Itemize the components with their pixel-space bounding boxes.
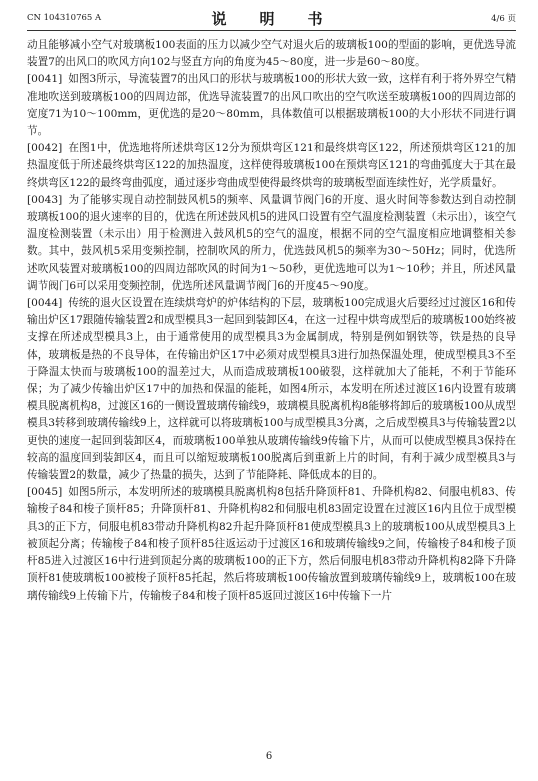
paragraph-0044 <box>27 295 516 484</box>
paragraph-continuation <box>27 37 516 71</box>
paragraph-text: 传统的退火区设置在连续烘弯炉的炉体结构的下层，玻璃板100完成退火后要经过过渡区16和传输出炉区17跟随传输装置2和成型模具3一起回到装卸区4，在这一过程中烘弯成型后的玻璃板100始终被支撑在所述成型模具3上，由于通常使用的成型模具3为金属制成，特别是例如钢铁等，铁是热的良导体，玻璃板是热的不良导体，在传输出炉区17中必须对成型模具3进行加热保温处理，使成型模具3不至于降温太快而与玻璃板100的温差过大，从而造成玻璃板100破裂，这样就加大了能耗，不利于节能环保；为了减少传输出炉区17中的加热和保温的能耗，如图4所示，本发明在所述过渡区16内设置有玻璃模具脱离机构8，过渡区16的一侧设置玻璃传输线9，玻璃模具脱离机构8能够将卸后的玻璃板100从成型模具3转移到玻璃传输线9上，这样就可以将玻璃板100与成型模具3分离，之后成型模具3与传输装置2以更快的速度一起回到装卸区4，而玻璃板100单独从玻璃传输线9传输下片，从而可以使成型模具3保持在较高的温度回到装卸区4，而且可以缩短玻璃板100脱离后到重新上片的时间，有利于减少成型模具3与传输装置2的数量，减少了热量的损失，达到了节能降耗、降低成本的目的。 <box>27 297 516 482</box>
paragraph-id: [0044] <box>27 297 63 310</box>
paragraph-0041 <box>27 71 516 140</box>
paragraph-0043 <box>27 192 516 295</box>
paragraph-0045 <box>27 484 516 604</box>
page-ref: 4/6 页 <box>491 14 516 24</box>
paragraph-id: [0041] <box>27 73 63 86</box>
paragraph-text: 如图3所示，导流装置7的出风口的形状与玻璃板100的形状大致一致，这样有利于将外界空气精准地吹送到玻璃板100的四周边部，优选导流装置7的出风口吹出的空气吹送至玻璃板100的四周边部的宽度71为10～100mm，更优选的是20～80mm，具体数值可以根据玻璃板100的大小形状不同进行调节。 <box>27 73 516 138</box>
paragraph-id: [0045] <box>27 486 63 499</box>
paragraph-id: [0042] <box>27 142 63 155</box>
paragraph-text: 为了能够实现自动控制鼓风机5的频率、风量调节阀门6的开度、退火时间等参数达到自动控制玻璃板100的退火速率的目的，优选在所述鼓风机5的进风口设置有空气温度检测装置（未示出），该空气温度检测装置（未示出）用于检测进入鼓风机5的空气的温度，根据不同的空气温度相应地调整相关参数。其中，鼓风机5采用变频控制，控制吹风的所力，优选鼓风机5的频率为30～50Hz；同时，优选所述吹风装置对玻璃板100的四周边部吹风的时间为1～50秒，更优选地可以为1～10秒；并且，所述风量调节阀门6可以采用变频控制，优选所述风量调节阀门6的开度45～90度。 <box>27 193 516 292</box>
header-rule <box>27 30 516 31</box>
page-title: 说 明 书 <box>211 9 332 28</box>
paragraph-text: 在图1中，优选地将所述烘弯区12分为预烘弯区121和最终烘弯区122，所述预烘弯区121的加热温度低于所述最终烘弯区122的加热温度，这样使得玻璃板100在预烘弯区121的弯曲弧度大于其在最终烘弯区122的最终弯曲弧度，通过逐步弯曲成型使得最终烘弯的玻璃板型面连续性好，光学质量好。 <box>27 142 516 189</box>
paragraph-id: [0043] <box>27 193 63 206</box>
page-header <box>27 8 516 28</box>
body-text <box>27 37 516 605</box>
paragraph-0042 <box>27 140 516 192</box>
page-number: 6 <box>265 751 273 762</box>
paragraph-text: 如图5所示，本发明所述的玻璃模具脱离机构8包括升降顶杆81、升降机构82、伺服电机83、传输梭子84和梭子顶杆85；升降顶杆81、升降机构82和伺服电机83固定设置在过渡区16内且位于成型模具3的正下方，伺服电机83带动升降机构82升起升降顶杆81使成型模具3上的玻璃板100从成型模具3上被顶起分离；传输梭子84和梭子顶杆85往返运动于过渡区16和玻璃传输线9之间，传输梭子84和梭子顶杆85进入过渡区16中行进到顶起分离的玻璃板100的正下方，然后伺服电机83带动升降机构82降下升降顶杆81使玻璃板100被梭子顶杆85托起，然后将玻璃板100传输放置到玻璃传输线9上，玻璃板100在玻璃传输线9上传输下片，传输梭子84和梭子顶杆85返回过渡区16中传输下一片 <box>27 486 516 602</box>
paragraph-text: 动且能够减小空气对玻璃板100表面的压力以减少空气对退火后的玻璃板100的型面的影响，更优选导流装置7的出风口的吹风方向102与竖直方向的角度为45～80度，进一步是60～80度。 <box>27 39 516 69</box>
doc-number: CN 104310765 A <box>27 13 102 23</box>
